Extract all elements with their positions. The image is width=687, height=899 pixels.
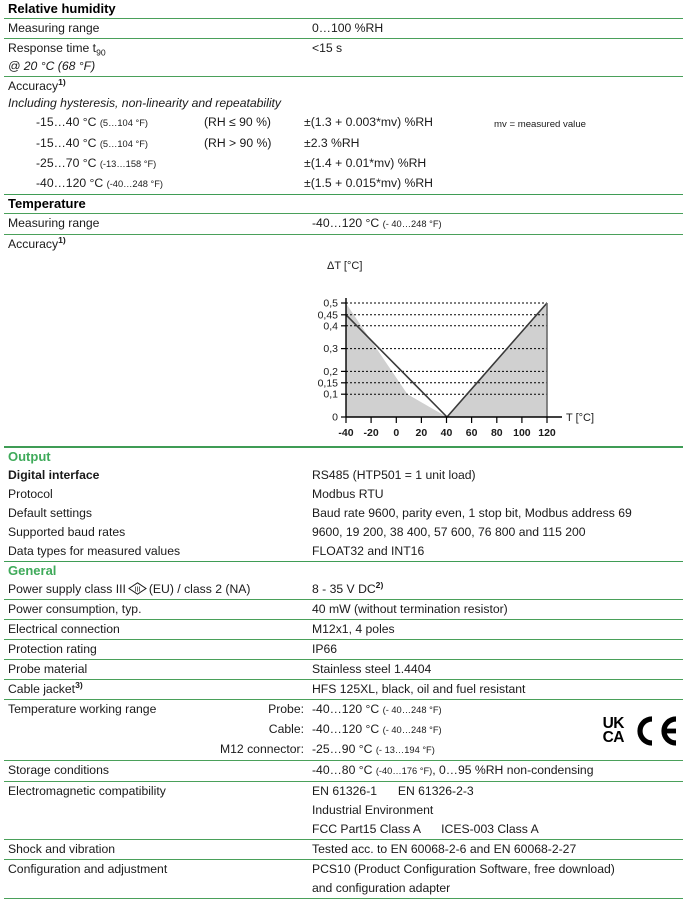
row-rh-accuracy-3: [0, 154, 687, 174]
temp-f: (5…104 °F): [99, 118, 148, 128]
row-shock-and-vibration: [0, 840, 687, 859]
power-supply-text-b: (EU) / class 2 (NA): [148, 582, 251, 597]
svg-text:120: 120: [538, 427, 556, 440]
ukca-top-text: UK: [602, 715, 624, 732]
svg-text:0,1: 0,1: [323, 389, 338, 402]
row-value: FLOAT32 and INT16: [312, 543, 425, 558]
accuracy-temp-range: [36, 155, 204, 173]
row-label: Data types for measured values: [8, 543, 181, 558]
row-value: IP66: [312, 642, 338, 657]
row-value: 9600, 19 200, 38 400, 57 600, 76 800 and 115 200: [312, 524, 586, 539]
row-data-types: [0, 542, 687, 561]
ukca-bottom-text: CA: [602, 729, 624, 746]
emc-ices: ICES-003 Class A: [441, 822, 539, 837]
row-label: Supported baud rates: [8, 524, 126, 539]
svg-text:-20: -20: [363, 427, 379, 440]
certification-marks: [603, 716, 679, 746]
accuracy-value: ±(1.4 + 0.01*mv) %RH: [304, 156, 427, 170]
row-label: Electromagnetic compatibility: [8, 784, 166, 799]
section-heading-general: General: [8, 563, 57, 579]
measured-value-note: mv = measured value: [494, 119, 586, 130]
row-label: Measuring range: [8, 216, 100, 231]
temp-f: (-40…176 °F): [375, 766, 433, 777]
power-supply-text-a: Power supply class III: [8, 582, 126, 597]
row-power-supply: [0, 580, 687, 599]
svg-text:0,45: 0,45: [317, 309, 338, 322]
svg-text:III: III: [134, 584, 141, 594]
temp-f: (-13…158 °F): [99, 159, 157, 169]
row-working-range-probe: [0, 700, 687, 720]
accuracy-subtitle: Including hysteresis, non-linearity and repeatability: [8, 96, 282, 110]
row-rh-accuracy-2: [0, 134, 687, 154]
temp-c: -40…120 °C: [36, 176, 104, 190]
chart-y-axis-title: ΔT [°C]: [327, 260, 363, 273]
footnote-marker: 3): [75, 680, 83, 691]
row-value: [312, 821, 687, 838]
row-value: HFS 125XL, black, oil and fuel resistant: [312, 682, 526, 697]
row-value: Tested acc. to EN 60068-2-6 and EN 60068-2-27: [312, 842, 577, 857]
footnote-marker: 2): [375, 580, 384, 591]
temp-f: (-40…248 °F): [106, 179, 164, 189]
row-label: Protocol: [8, 486, 53, 501]
svg-text:-40: -40: [338, 427, 354, 440]
row-cable-jacket: [0, 680, 687, 699]
temp-f: (- 40…248 °F): [382, 219, 442, 230]
row-rh-accuracy-heading: [0, 77, 687, 95]
row-label: Power consumption, typ.: [8, 602, 142, 617]
svg-text:40: 40: [440, 427, 453, 440]
row-configuration-line2: [0, 879, 687, 898]
emc-standard-1: EN 61326-1: [312, 784, 378, 799]
row-protection-rating: [0, 640, 687, 659]
temp-c: -40…80 °C: [312, 763, 373, 778]
row-label: Configuration and adjustment: [8, 862, 168, 877]
svg-text:60: 60: [465, 427, 478, 440]
voltage-value: 8 - 35 V DC: [312, 582, 376, 597]
svg-text:0,4: 0,4: [323, 320, 338, 333]
sub-label-probe: Probe:: [268, 702, 304, 717]
chart-x-ticks: [346, 417, 547, 423]
section-heading-output: Output: [8, 448, 51, 464]
row-value: Baud rate 9600, parity even, 1 stop bit, Modbus address 69: [312, 505, 632, 520]
temp-c: -15…40 °C: [36, 115, 97, 129]
row-value: Modbus RTU: [312, 486, 384, 501]
accuracy-text: Accuracy: [8, 237, 59, 252]
ukca-mark-icon: [603, 717, 624, 745]
row-protocol: [0, 485, 687, 504]
svg-text:0: 0: [393, 427, 400, 440]
row-label: [8, 681, 312, 698]
row-storage-conditions: [0, 761, 687, 781]
chart-area-fill-2: [346, 303, 547, 417]
row-label: Temperature working range: [8, 702, 157, 717]
chart-y-tick-labels: [318, 298, 339, 424]
response-time-subscript: 90: [96, 47, 106, 58]
accuracy-temp-range: [36, 135, 204, 153]
temperature-accuracy-chart: [0, 254, 687, 446]
accuracy-condition: (RH > 90 %): [204, 136, 272, 150]
row-default-settings: [0, 504, 687, 523]
svg-text:0,3: 0,3: [323, 343, 338, 356]
temp-c: -25…90 °C: [312, 742, 373, 757]
row-rh-accuracy-1: [0, 113, 687, 134]
row-rh-accuracy-subtitle: [0, 95, 687, 113]
section-heading-relative-humidity: Relative humidity: [8, 1, 116, 16]
class-three-icon: [128, 582, 147, 595]
accuracy-value: ±(1.5 + 0.015*mv) %RH: [304, 176, 433, 190]
row-value: RS485 (HTP501 = 1 unit load): [312, 467, 476, 482]
row-emc-line2: [0, 801, 687, 820]
row-supported-baud-rates: [0, 523, 687, 542]
temp-f: (- 40…248 °F): [382, 725, 442, 736]
accuracy-value: ±(1.3 + 0.003*mv) %RH: [304, 115, 433, 129]
footnote-marker: 1): [58, 235, 66, 246]
row-temp-measuring-range: [0, 214, 687, 234]
row-rh-response-time: [0, 39, 687, 58]
row-label: Probe material: [8, 662, 88, 677]
accuracy-value: ±2.3 %RH: [304, 136, 360, 150]
row-configuration-line1: [0, 860, 687, 879]
row-value: 40 mW (without termination resistor): [312, 602, 508, 617]
row-rh-response-time-note: [0, 58, 687, 76]
svg-text:20: 20: [415, 427, 428, 440]
row-temp-accuracy-heading: [0, 235, 687, 254]
temp-f: (- 13…194 °F): [375, 745, 435, 756]
row-rh-accuracy-4: [0, 174, 687, 194]
row-emc-line3: [0, 820, 687, 839]
row-value: PCS10 (Product Configuration Software, free download): [312, 862, 615, 877]
temp-f: (5…104 °F): [99, 139, 148, 149]
accuracy-temp-range: [36, 114, 204, 132]
row-label: Electrical connection: [8, 622, 120, 637]
ce-mark-icon: [633, 716, 679, 746]
row-label: [8, 78, 312, 95]
row-value: [312, 581, 687, 598]
row-working-range-m12: [0, 740, 687, 760]
svg-text:80: 80: [490, 427, 503, 440]
row-value: <15 s: [312, 41, 343, 55]
row-label: Storage conditions: [8, 763, 109, 778]
row-label: Protection rating: [8, 642, 97, 657]
row-label: Shock and vibration: [8, 842, 116, 857]
sub-label-m12-connector: M12 connector:: [219, 742, 304, 757]
response-time-text: Response time t: [8, 41, 97, 55]
row-value: M12x1, 4 poles: [312, 622, 395, 637]
row-working-range-cable: [0, 720, 687, 740]
row-label: [8, 581, 312, 598]
chart-svg: [300, 254, 640, 444]
row-label: Measuring range: [8, 21, 100, 35]
sub-label-cable: Cable:: [268, 722, 304, 737]
row-digital-interface: [0, 466, 687, 485]
footnote-marker: 1): [58, 76, 66, 87]
svg-text:0,5: 0,5: [323, 297, 338, 310]
svg-text:100: 100: [513, 427, 531, 440]
chart-y-ticks: [341, 303, 346, 417]
row-rh-measuring-range: [0, 19, 687, 38]
row-power-consumption: [0, 600, 687, 619]
row-probe-material: [0, 660, 687, 679]
emc-fcc: FCC Part15 Class A: [312, 822, 421, 837]
cable-jacket-text: Cable jacket: [8, 682, 76, 697]
accuracy-text: Accuracy: [8, 79, 59, 93]
svg-text:0,15: 0,15: [317, 377, 338, 390]
chart-x-axis-title: T [°C]: [566, 412, 595, 425]
response-time-condition: @ 20 °C (68 °F): [8, 59, 96, 73]
row-value: [312, 783, 687, 800]
accuracy-condition: (RH ≤ 90 %): [204, 115, 271, 129]
accuracy-temp-range: [36, 175, 204, 193]
row-value: 0…100 %RH: [312, 21, 384, 35]
section-heading-temperature: Temperature: [8, 196, 86, 212]
chart-x-tick-labels: [338, 427, 556, 439]
row-value-cont: and configuration adapter: [312, 881, 451, 896]
row-value: Stainless steel 1.4404: [312, 662, 432, 677]
row-value: [312, 215, 687, 233]
temp-c: -40…120 °C: [312, 216, 380, 231]
temp-c: -40…120 °C: [312, 722, 380, 737]
row-electrical-connection: [0, 620, 687, 639]
row-value: [312, 762, 687, 780]
svg-text:0,2: 0,2: [323, 366, 338, 379]
temp-f: (- 40…248 °F): [382, 705, 442, 716]
temp-c: -15…40 °C: [36, 136, 97, 150]
temp-c: -25…70 °C: [36, 156, 97, 170]
emc-environment: Industrial Environment: [312, 803, 434, 818]
row-label: [8, 236, 312, 253]
emc-standard-2: EN 61326-2-3: [397, 784, 474, 799]
storage-humidity: , 0…95 %RH non-condensing: [432, 763, 594, 778]
row-label: [8, 40, 312, 57]
temp-c: -40…120 °C: [312, 702, 380, 717]
row-label: Default settings: [8, 505, 93, 520]
row-emc-line1: [0, 782, 687, 801]
svg-text:0: 0: [332, 411, 338, 424]
row-label: Digital interface: [8, 467, 100, 482]
